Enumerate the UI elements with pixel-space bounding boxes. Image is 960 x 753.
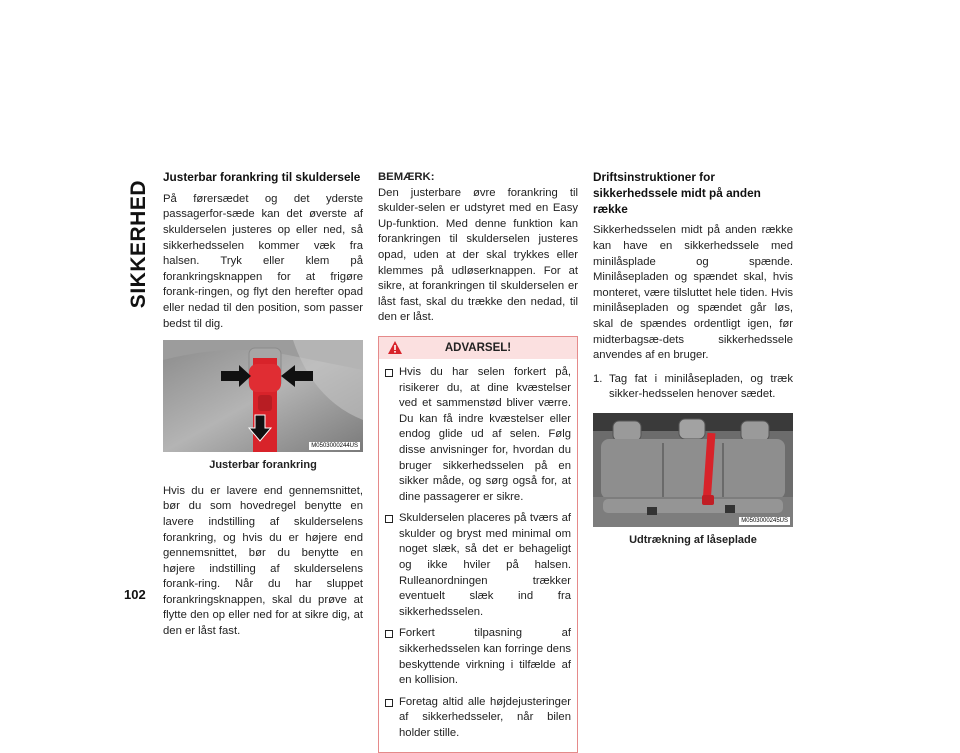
checkbox-bullet-icon [385,515,393,523]
paragraph-height-guidance: Hvis du er lavere end gennemsnittet, bør du som hovedregel benytte en lavere indstilling af skulderselens forankring, og hvis du er højere end gennemsnittet, bør du benytte en højere indstilling af skulderselens forank-ring. Når du har sluppet forankringsknappen, skal du prøve at flytte den op eller ned for at sikre dig, at den er låst fast. [163,484,363,638]
checkbox-bullet-icon [385,369,393,377]
warning-item-text: Skulderselen placeres på tværs af skulder og bryst med minimal om noget slæk, så det er behageligt og ikke hviler på halsen. Rulleanordningen trækker eventuelt slæk ind fra sikkerhedsselen. [399,512,571,618]
latch-extraction-image [593,413,793,527]
figure-adjustable-anchor [163,340,363,474]
instruction-steps [593,372,793,403]
figure-code: M0503000244US [311,443,358,450]
figure-caption: Justerbar forankring [209,459,317,472]
figure-caption: Udtrækning af låseplade [629,533,757,546]
figure-latch-extraction [593,413,793,549]
paragraph-shoulder-anchor-intro: På førersædet og det yderste passagerfor-sæde kan det øverste af skulderselen justeres op eller ned, så sikkerhedsselen kommer væk fra halsen. Tryk eller klem på forankringsknappen for at frigøre forank-ringen, og flyt den herefter opad eller nedad til den position, som passer bedst til dig. [163,192,363,330]
warning-item [385,511,571,620]
warning-item-text: Foretag altid alle højdejusteringer af sikkerhedsseler, når bilen holder stille. [399,695,571,739]
section-heading-center-belt: Driftsinstruktioner for sikkerhedssele midt på anden række [593,170,761,216]
warning-title: ADVARSEL! [444,341,512,354]
figure-code: M0503000245US [741,517,788,524]
column-right [593,170,793,559]
warning-item [385,626,571,688]
adjustable-anchor-illustration [163,340,363,452]
warning-item [385,365,571,505]
checkbox-bullet-icon [385,630,393,638]
section-heading-shoulder-anchor: Justerbar forankring til skuldersele [163,170,361,184]
step-text: Tag fat i minilåsepladen, og træk sikker-hedsselen henover sædet. [609,372,793,401]
warning-item-text: Hvis du har selen forkert på, risikerer du, at dine kvæstelser ved et sammenstød bliver værre. Du kan få indre kvæstelser eller endog glide ud af selen. Følg disse anvisninger for, hvordan du bruger sikkerhedsselen på en sikker måde, og sørg også for, at dine passagerer er sikre. [399,365,571,503]
warning-header [379,337,577,359]
note-label: BEMÆRK: [378,171,435,183]
column-left [163,170,363,648]
rear-seat-illustration [593,413,793,527]
page-number: 102 [124,587,146,602]
column-middle [378,170,578,753]
warning-triangle-icon [387,340,403,355]
instruction-step [593,372,793,403]
section-side-label: SIKKERHED [127,180,150,309]
paragraph-center-belt-intro: Sikkerhedsselen midt på anden række kan have en sikkerhedssele med minilåsplade og spænde. Minilåsepladen og spændet skal, hvis monteret, være tilsluttet hele tiden. Hvis minilåsepladen og spændet går løs, skal de spændes ordentligt igen, før midterbagsæ-dets sikkerhedssele anvendes af en bruger. [593,224,793,362]
warning-item [385,695,571,742]
note-text: Den justerbare øvre forankring til skulder-selen er udstyret med en Easy Up-funktion. Med denne funktion kan forankringen til skulderselen justeres opad, uden at der skal trykkes eller klemmes på udløserknappen. For at sikre, at forankringen til skulderselen er låst fast, skal du trække den nedad, til den er låst. [378,186,578,324]
warning-list [379,359,577,752]
warning-item-text: Forkert tilpasning af sikkerhedsselen kan forringe dens beskyttende virkning i tilfælde af en kollision. [399,627,571,687]
step-number: 1. [593,372,603,385]
checkbox-bullet-icon [385,699,393,707]
warning-box [378,336,578,753]
adjustable-anchor-image [163,340,363,452]
